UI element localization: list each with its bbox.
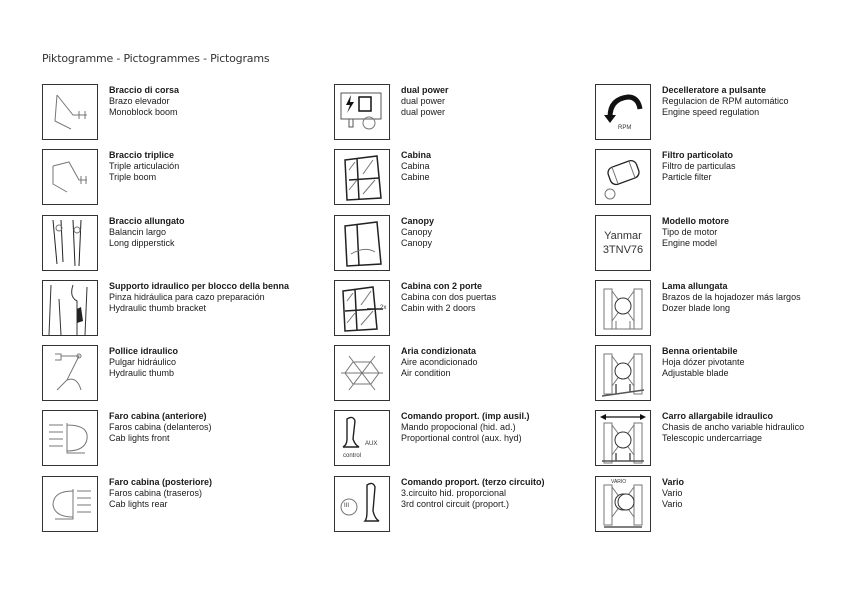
label-english: 3rd control circuit (proport.) xyxy=(401,498,510,509)
label-spanish: Chasis de ancho variable hidraulico xyxy=(662,422,805,433)
label-italian: Canopy xyxy=(401,215,435,226)
cabin-2-doors-icon xyxy=(334,280,390,336)
pictogram-item xyxy=(42,215,289,271)
label-english: Dozer blade long xyxy=(662,302,731,313)
label-italian: Modello motore xyxy=(662,215,729,226)
pictogram-item xyxy=(595,280,804,336)
label-english: Triple boom xyxy=(109,172,157,183)
pictogram-item xyxy=(334,410,545,466)
label-english: Adjustable blade xyxy=(662,368,729,379)
label-english: Monoblock boom xyxy=(109,107,178,117)
label-spanish: 3.circuito hid. proporcional xyxy=(401,487,507,498)
cab-light-rear-icon xyxy=(42,476,98,532)
label-english: Particle filter xyxy=(662,172,712,183)
label-english: Hydraulic thumb xyxy=(109,368,175,379)
label-english: Telescopic undercarriage xyxy=(662,433,763,444)
pictogram-column-1 xyxy=(42,84,289,532)
pictogram-text xyxy=(109,346,178,401)
rpm-icon xyxy=(595,84,651,140)
pictogram-item xyxy=(595,410,804,466)
icon-label: 2x xyxy=(380,304,387,311)
dozer-blade-long-icon xyxy=(595,280,651,336)
pictogram-item xyxy=(334,280,545,336)
label-italian: Lama allungata xyxy=(662,280,728,291)
pictogram-item xyxy=(334,84,545,140)
label-spanish: Pulgar hidráulico xyxy=(109,357,177,368)
label-spanish: dual power xyxy=(401,96,446,106)
pictogram-item xyxy=(334,476,545,532)
pictogram-text xyxy=(662,150,736,205)
pictogram-column-2 xyxy=(334,84,545,532)
pictogram-item xyxy=(334,215,545,271)
pictogram-text xyxy=(401,281,496,336)
label-english: Cabin with 2 doors xyxy=(401,302,476,313)
label-english: Hydraulic thumb bracket xyxy=(109,302,207,313)
adjustable-blade-icon xyxy=(595,345,651,401)
label-italian: Aria condizionata xyxy=(401,346,477,357)
label-italian: Carro allargabile idraulico xyxy=(662,411,774,422)
label-english: Cab lights front xyxy=(109,433,170,444)
icon-label: VARIO xyxy=(611,478,627,485)
label-spanish: Balancin largo xyxy=(109,226,167,237)
label-spanish: Brazo elevador xyxy=(109,96,170,106)
monoblock-boom-icon xyxy=(42,84,98,140)
label-italian: Braccio allungato xyxy=(109,215,185,226)
label-spanish: Cabina con dos puertas xyxy=(401,291,497,302)
pictogram-item xyxy=(595,215,804,271)
pictogram-text xyxy=(109,216,185,271)
label-spanish: Triple articulación xyxy=(109,161,180,172)
pictogram-item xyxy=(595,84,804,140)
label-spanish: Faros cabina (traseros) xyxy=(109,487,203,498)
pictogram-text xyxy=(109,411,212,466)
particle-filter-icon xyxy=(595,149,651,205)
pictogram-item xyxy=(334,149,545,205)
label-italian: Vario xyxy=(662,476,685,487)
icon-label: III xyxy=(344,502,350,509)
label-italian: Comando proport. (imp ausil.) xyxy=(401,411,530,422)
pictogram-item xyxy=(42,280,289,336)
pictogram-item xyxy=(595,149,804,205)
cab-light-front-icon xyxy=(42,410,98,466)
pictogram-text xyxy=(662,216,729,271)
icon-label-2: control xyxy=(343,453,362,460)
air-condition-icon xyxy=(334,345,390,401)
pictogram-text xyxy=(109,477,212,532)
label-spanish: Brazos de la hojadozer más largos xyxy=(662,291,801,302)
pictogram-item xyxy=(595,345,804,401)
hydraulic-thumb-icon xyxy=(42,345,98,401)
pictogram-item xyxy=(42,476,289,532)
label-english: Engine speed regulation xyxy=(662,107,760,117)
label-italian: Supporto idraulico per blocco della benna xyxy=(109,280,290,291)
pictogram-text xyxy=(662,411,804,466)
label-italian: dual power xyxy=(401,85,449,95)
aux-joystick-icon xyxy=(334,410,390,466)
pictogram-item xyxy=(334,345,545,401)
label-english: Canopy xyxy=(401,237,433,248)
label-english: Long dipperstick xyxy=(109,237,175,248)
label-spanish: Tipo de motor xyxy=(662,226,718,237)
label-english: Proportional control (aux. hyd) xyxy=(401,433,522,444)
long-dipperstick-icon xyxy=(42,215,98,271)
pictogram-text xyxy=(662,85,789,140)
vario-icon xyxy=(595,476,651,532)
label-spanish: Cabina xyxy=(401,161,430,172)
label-italian: Filtro particolato xyxy=(662,150,734,161)
label-spanish: Pinza hidráulica para cazo preparación xyxy=(109,291,265,302)
label-english: Air condition xyxy=(401,368,451,379)
engine-model-icon xyxy=(595,215,651,271)
label-italian: Faro cabina (anteriore) xyxy=(109,411,207,422)
pictogram-text xyxy=(401,411,530,466)
label-spanish: Hoja dózer pivotante xyxy=(662,357,745,368)
pictogram-text xyxy=(662,281,801,336)
label-english: dual power xyxy=(401,107,446,117)
label-italian: Benna orientabile xyxy=(662,346,738,357)
label-spanish: Faros cabina (delanteros) xyxy=(109,422,212,433)
pictogram-text xyxy=(401,477,545,532)
label-spanish: Filtro de particulas xyxy=(662,161,736,172)
triple-boom-icon xyxy=(42,149,98,205)
label-italian: Comando proport. (terzo circuito) xyxy=(401,476,545,487)
label-english: Engine model xyxy=(662,237,718,248)
label-italian: Pollice idraulico xyxy=(109,346,179,357)
cabin-icon xyxy=(334,149,390,205)
thumb-bracket-icon xyxy=(42,280,98,336)
pictogram-text xyxy=(401,85,449,140)
pictogram-text xyxy=(109,281,289,336)
label-english: Cab lights rear xyxy=(109,498,168,509)
label-italian: Cabina xyxy=(401,150,432,161)
pictogram-item xyxy=(42,345,289,401)
engine-brand-label: Yanmar xyxy=(604,229,642,242)
page-title: Piktogramme - Pictogrammes - Pictograms xyxy=(42,52,270,65)
pictogram-text xyxy=(662,346,745,401)
pictogram-text xyxy=(401,346,478,401)
label-english: Vario xyxy=(662,498,683,509)
engine-model-label: 3TNV76 xyxy=(602,243,644,256)
label-italian: Decelleratore a pulsante xyxy=(662,85,767,95)
label-italian: Braccio triplice xyxy=(109,150,175,161)
pictogram-item xyxy=(42,149,289,205)
canopy-icon xyxy=(334,215,390,271)
label-spanish: Vario xyxy=(662,487,683,498)
pictogram-item xyxy=(42,84,289,140)
label-spanish: Regulacion de RPM automático xyxy=(662,96,789,106)
label-spanish: Canopy xyxy=(401,226,433,237)
pictogram-text xyxy=(109,85,179,140)
label-italian: Cabina con 2 porte xyxy=(401,280,483,291)
label-english: Cabine xyxy=(401,172,430,183)
telescopic-undercarriage-icon xyxy=(595,410,651,466)
dual-power-icon xyxy=(334,84,390,140)
pictogram-text xyxy=(109,150,179,205)
pictogram-text xyxy=(662,477,684,532)
pictogram-item xyxy=(595,476,804,532)
third-circuit-joystick-icon xyxy=(334,476,390,532)
pictogram-text xyxy=(401,150,431,205)
icon-label: RPM xyxy=(618,125,632,131)
label-spanish: Mando propocional (hid. ad.) xyxy=(401,422,516,433)
icon-label: AUX xyxy=(365,441,378,448)
label-spanish: Aire acondicionado xyxy=(401,357,478,368)
pictogram-column-3 xyxy=(595,84,804,532)
label-italian: Faro cabina (posteriore) xyxy=(109,476,213,487)
pictogram-item xyxy=(42,410,289,466)
pictogram-text xyxy=(401,216,434,271)
label-italian: Braccio di corsa xyxy=(109,85,180,95)
